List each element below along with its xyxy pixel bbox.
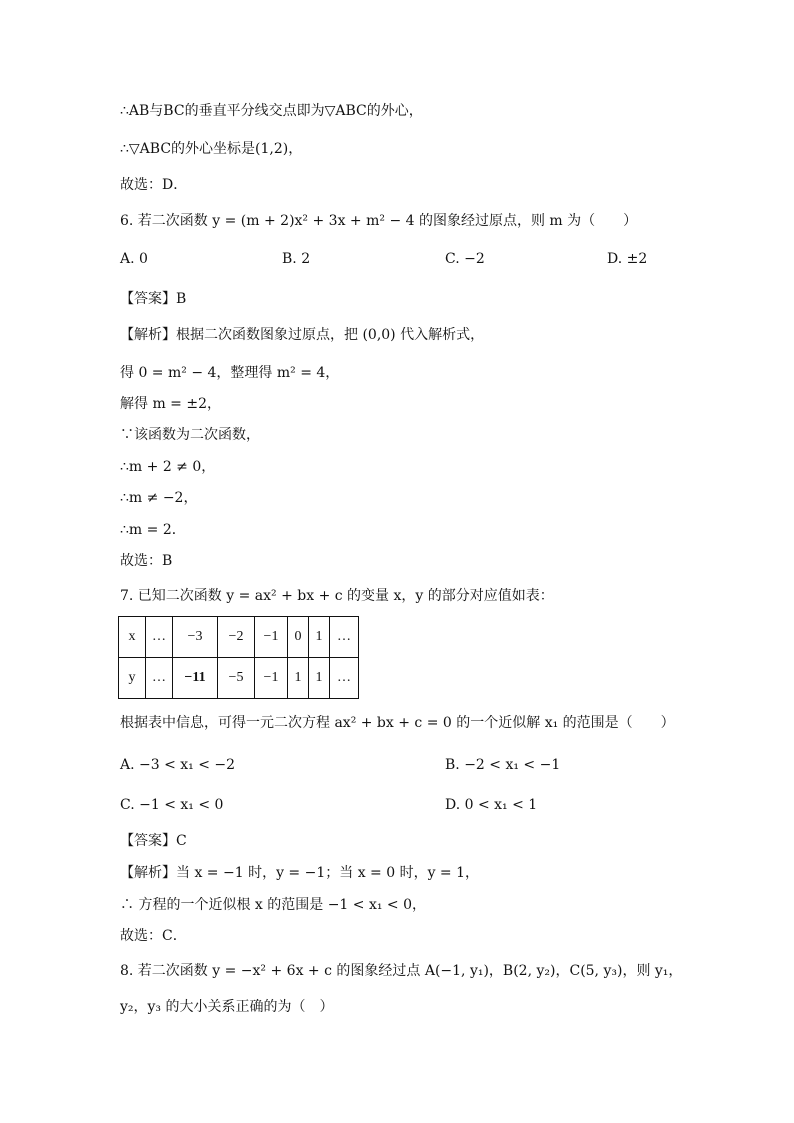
step-1: 得 0 = m² − 4，整理得 m² = 4， <box>120 365 340 381</box>
question-8-cont: y₂，y₃ 的大小关系正确的为（ ） <box>120 999 334 1015</box>
step-4: ∴m + 2 ≠ 0， <box>120 459 216 475</box>
question-6: 6. 若二次函数 y = (m + 2)x² + 3x + m² − 4 的图象经过原点，则 m 为（ ） <box>120 213 638 229</box>
table-cell: −11 <box>173 658 218 699</box>
table-cell: … <box>330 658 359 699</box>
q7-option-c: C. −1 < x₁ < 0 <box>120 797 224 813</box>
q6-option-a: A. 0 <box>120 251 148 267</box>
analysis-6: 【解析】根据二次函数图象过原点，把 (0,0) 代入解析式， <box>120 327 485 343</box>
analysis-7: 【解析】当 x = −1 时，y = −1；当 x = 0 时，y = 1， <box>120 865 480 881</box>
table-cell: 1 <box>309 658 330 699</box>
step-2: 解得 m = ±2， <box>120 396 221 412</box>
q7-option-b: B. −2 < x₁ < −1 <box>445 757 561 773</box>
question-7-text: 根据表中信息，可得一元二次方程 ax² + bx + c = 0 的一个近似解 x₁ 的范围是（ ） <box>120 715 675 731</box>
step-9: 故选：C． <box>120 928 187 944</box>
table-cell: −3 <box>173 617 218 658</box>
question-7: 7. 已知二次函数 y = ax² + bx + c 的变量 x，y 的部分对应值如表： <box>120 588 554 604</box>
question-8: 8. 若二次函数 y = −x² + 6x + c 的图象经过点 A(−1, y₁)，B(2, y₂)，C(5, y₃)，则 y₁， <box>120 963 683 979</box>
q6-option-b: B. 2 <box>282 251 311 267</box>
table-cell: x <box>119 617 146 658</box>
step-6: ∴m = 2． <box>120 522 186 538</box>
answer-6: 【答案】B <box>120 291 187 307</box>
table-cell: 1 <box>288 658 309 699</box>
line-conclusion-2: ∴▽ABC的外心坐标是(1,2)， <box>120 141 303 157</box>
table-row-x <box>119 617 359 658</box>
step-7: 故选：B <box>120 553 173 569</box>
table-row-y <box>119 658 359 699</box>
value-table <box>118 616 359 699</box>
q7-option-a: A. −3 < x₁ < −2 <box>120 757 236 773</box>
table-cell: 0 <box>288 617 309 658</box>
step-5: ∴m ≠ −2， <box>120 490 198 506</box>
table-cell: −1 <box>255 658 288 699</box>
table-cell: −1 <box>255 617 288 658</box>
table-cell: … <box>330 617 359 658</box>
answer-7: 【答案】C <box>120 833 187 849</box>
step-3: ∵该函数为二次函数， <box>120 427 260 443</box>
table-cell: y <box>119 658 146 699</box>
table-cell: −5 <box>218 658 255 699</box>
q6-option-c: C. −2 <box>445 251 485 267</box>
table-cell: … <box>146 617 173 658</box>
table-cell: −2 <box>218 617 255 658</box>
line-choose-d: 故选：D． <box>120 177 188 193</box>
step-8: ∴ 方程的一个近似根 x 的范围是 −1 < x₁ < 0， <box>120 897 427 913</box>
q7-option-d: D. 0 < x₁ < 1 <box>445 797 538 813</box>
table-cell: … <box>146 658 173 699</box>
line-conclusion-1: ∴AB与BC的垂直平分线交点即为▽ABC的外心， <box>120 103 423 119</box>
table-cell: 1 <box>309 617 330 658</box>
q6-option-d: D. ±2 <box>607 251 648 267</box>
